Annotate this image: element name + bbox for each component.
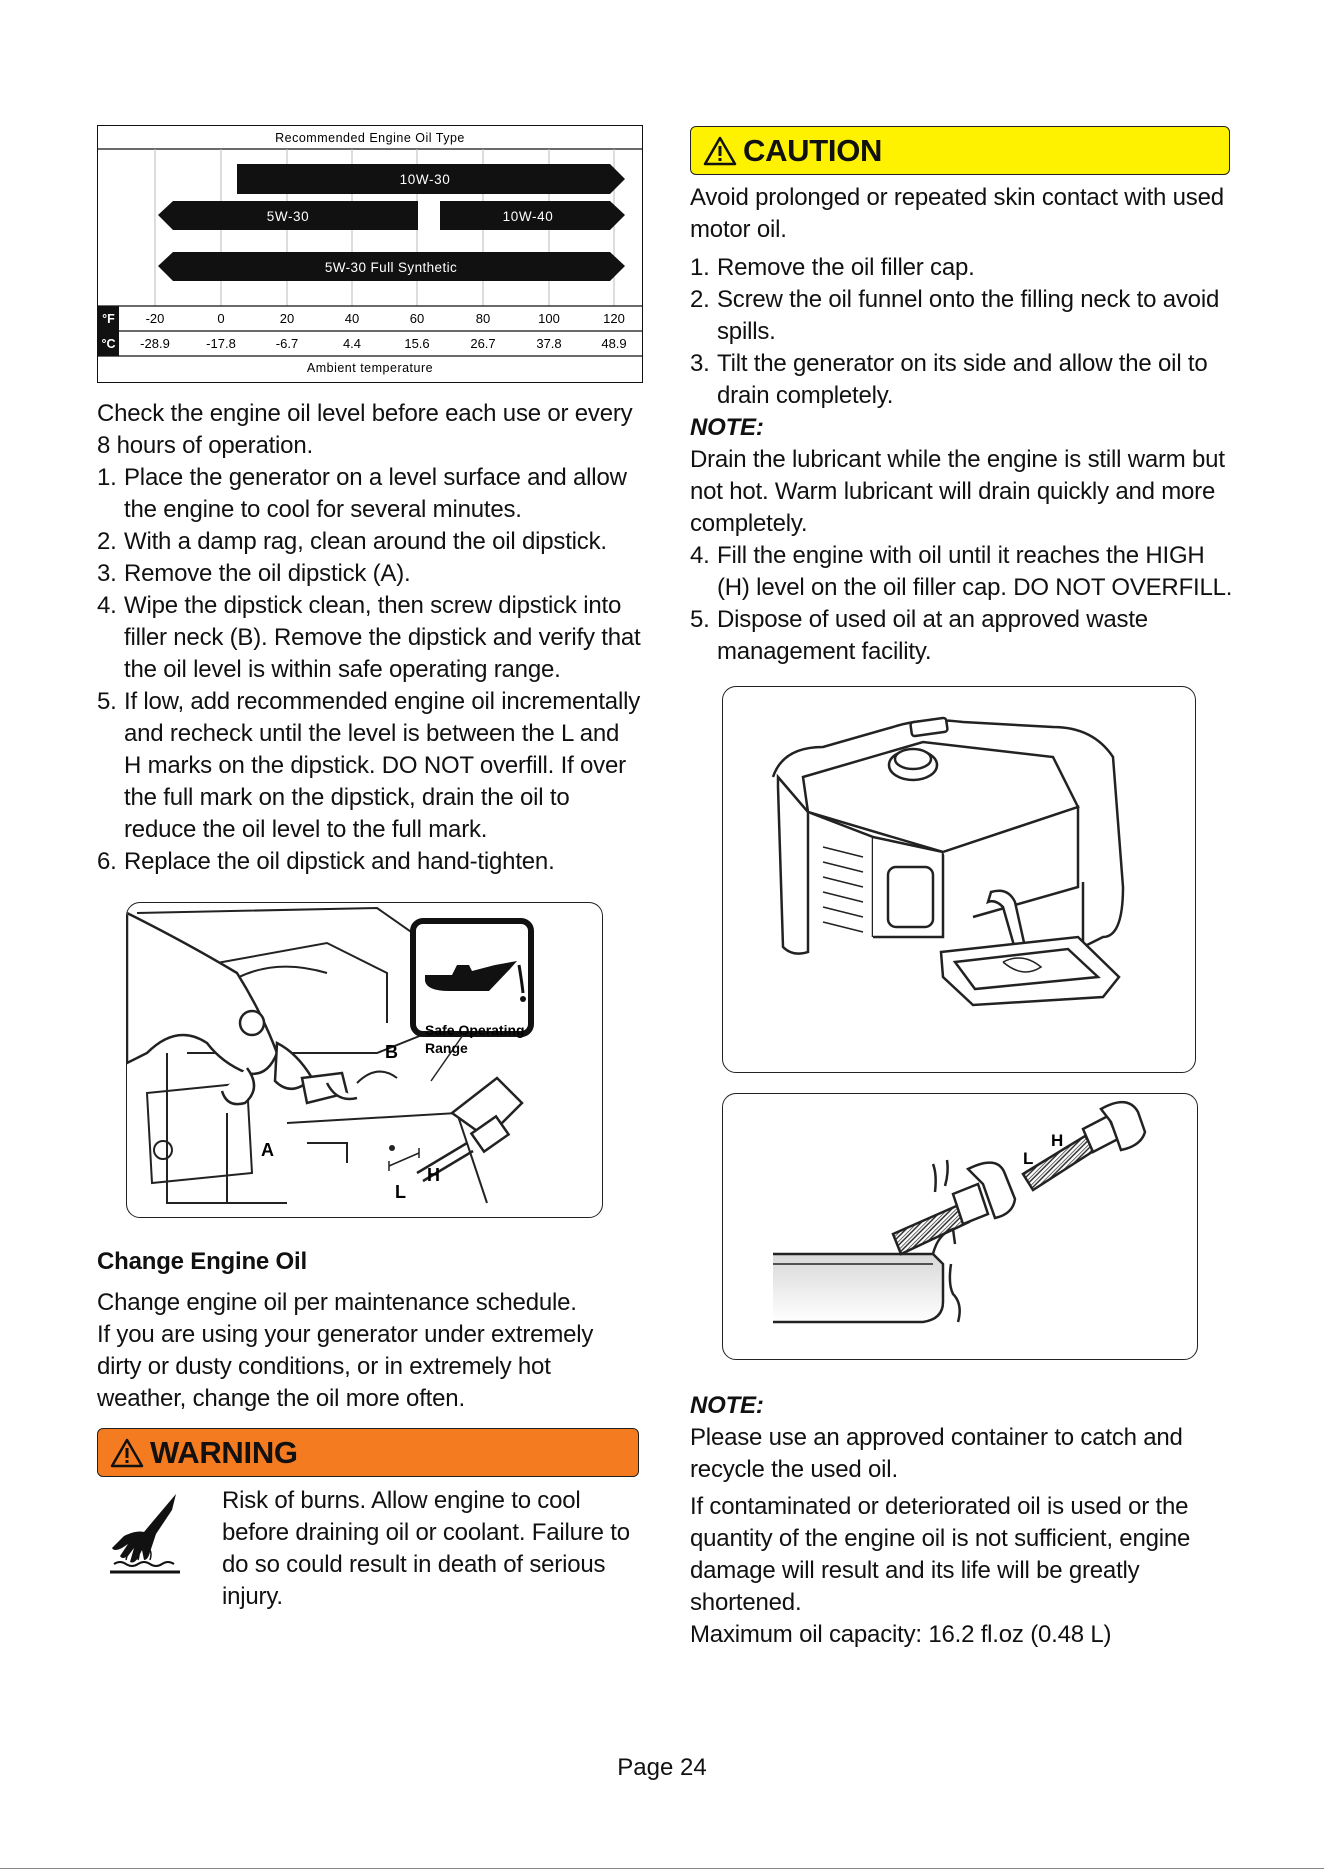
oil-type-chart: [97, 125, 643, 383]
page-number: Page 24: [617, 1754, 707, 1781]
change-paragraph-1: Change engine oil per maintenance schedule.: [97, 1289, 577, 1316]
step-text: Wipe the dipstick clean, then screw dipstick into filler neck (B). Remove the dipstick and verify that the oil level is within safe operating range.: [124, 592, 641, 683]
list-item: [690, 604, 1235, 668]
c-tick: 26.7: [470, 336, 496, 351]
warning-title: WARNING: [150, 1434, 298, 1470]
list-item: [97, 526, 642, 558]
c-tick: 37.8: [536, 336, 562, 351]
c-tick: -28.9: [140, 336, 170, 351]
step-number: 5.: [690, 606, 710, 633]
note-label: NOTE:: [690, 414, 764, 441]
list-item: [690, 540, 1235, 604]
label-h: H: [427, 1165, 440, 1185]
warning-triangle-icon: [110, 1438, 144, 1468]
step-text: Remove the oil filler cap.: [717, 254, 975, 281]
note-text: Drain the lubricant while the engine is still warm but not hot. Warm lubricant will drain quickly and more completely.: [690, 446, 1225, 537]
f-tick: 120: [603, 311, 625, 326]
step-number: 6.: [97, 848, 117, 875]
list-item: [690, 348, 1235, 412]
step-number: 3.: [690, 350, 710, 377]
dipstick-illustration: [126, 902, 603, 1218]
f-tick: 20: [279, 311, 295, 326]
note2-paragraph-2: If contaminated or deteriorated oil is used or the quantity of the engine oil is not sufficient, engine damage will result and its life will be greatly shortened.: [690, 1493, 1191, 1616]
bar-label-10w30: 10W-30: [399, 172, 451, 187]
f-tick: 0: [217, 311, 225, 326]
safe-range-label-line1: Safe Operating: [425, 1022, 525, 1038]
c-tick: -6.7: [275, 336, 299, 351]
step-number: 2.: [97, 528, 117, 555]
max-capacity: Maximum oil capacity: 16.2 fl.oz (0.48 L): [690, 1621, 1112, 1648]
dipstick-drawing: [127, 903, 602, 1217]
caution-triangle-icon: [703, 136, 737, 166]
bar-label-5w30: 5W-30: [266, 209, 310, 224]
celsius-unit: °C: [101, 337, 116, 351]
c-tick: 48.9: [601, 336, 627, 351]
step-text: Dispose of used oil at an approved waste management facility.: [717, 606, 1148, 665]
bar-label-5w30-synthetic: 5W-30 Full Synthetic: [324, 260, 458, 275]
check-steps: [97, 462, 642, 878]
list-item: [97, 590, 642, 686]
page-bottom-rule: [0, 1868, 1324, 1869]
step-text: Tilt the generator on its side and allow the oil to drain completely.: [717, 350, 1208, 409]
note2-label: NOTE:: [690, 1392, 764, 1419]
c-tick: 15.6: [404, 336, 430, 351]
list-item: [690, 284, 1235, 348]
oil-filler-cap-illustration: [722, 1093, 1198, 1360]
generator-drawing: [723, 687, 1195, 1072]
chart-title: Recommended Engine Oil Type: [275, 131, 465, 145]
check-intro: Check the engine oil level before each use or every 8 hours of operation.: [97, 400, 633, 459]
step-text: Fill the engine with oil until it reaches the HIGH (H) level on the oil filler cap. DO NOT OVERFILL.: [717, 542, 1233, 601]
f-tick: 80: [475, 311, 491, 326]
step-number: 5.: [97, 688, 117, 715]
cap-label-l: L: [1023, 1149, 1034, 1168]
step-number: 1.: [690, 254, 710, 281]
note2-section: [690, 1390, 1235, 1651]
step-text: With a damp rag, clean around the oil dipstick.: [124, 528, 607, 555]
drain-steps-b: [690, 540, 1235, 668]
warning-text-block: [222, 1485, 632, 1613]
f-tick: 100: [538, 311, 560, 326]
step-number: 3.: [97, 560, 117, 587]
safe-range-label-line2: Range: [425, 1040, 468, 1056]
label-l: L: [395, 1182, 406, 1202]
generator-drain-illustration: [722, 686, 1196, 1073]
change-oil-section: [97, 1246, 642, 1415]
fahrenheit-unit: °F: [102, 312, 115, 326]
f-tick: 40: [344, 311, 360, 326]
drain-section: [690, 182, 1235, 668]
bar-label-10w40: 10W-40: [502, 209, 554, 224]
step-text: Replace the oil dipstick and hand-tighten.: [124, 848, 555, 875]
note2-paragraph-1: Please use an approved container to catch and recycle the used oil.: [690, 1424, 1183, 1483]
cap-label-h: H: [1051, 1131, 1064, 1150]
list-item: [97, 846, 642, 878]
step-number: 1.: [97, 464, 117, 491]
caution-banner: [690, 126, 1230, 175]
step-number: 4.: [690, 542, 710, 569]
check-oil-section: [97, 398, 642, 878]
hot-surface-hand-icon: [106, 1490, 184, 1578]
step-text: Remove the oil dipstick (A).: [124, 560, 411, 587]
f-tick: -20: [145, 311, 165, 326]
change-paragraph-2: If you are using your generator under extremely dirty or dusty conditions, or in extremely hot weather, change the oil more often.: [97, 1321, 594, 1412]
step-number: 2.: [690, 286, 710, 313]
label-a: A: [261, 1140, 274, 1160]
caution-text: Avoid prolonged or repeated skin contact with used motor oil.: [690, 184, 1224, 243]
list-item: [97, 686, 642, 846]
chart-footer: Ambient temperature: [306, 361, 434, 375]
c-tick: -17.8: [206, 336, 236, 351]
section-heading: Change Engine Oil: [97, 1248, 307, 1275]
warning-banner: [97, 1428, 639, 1477]
drain-steps-a: [690, 252, 1235, 412]
f-tick: 60: [409, 311, 425, 326]
filler-cap-drawing: [723, 1094, 1197, 1359]
step-text: Screw the oil funnel onto the filling neck to avoid spills.: [717, 286, 1220, 345]
step-text: Place the generator on a level surface and allow the engine to cool for several minutes.: [124, 464, 627, 523]
warning-text: Risk of burns. Allow engine to cool before draining oil or coolant. Failure to do so could result in death of serious injury.: [222, 1487, 630, 1610]
step-number: 4.: [97, 592, 117, 619]
list-item: [690, 252, 1235, 284]
step-text: If low, add recommended engine oil incrementally and recheck until the level is between the L and H marks on the dipstick. DO NOT overfill. If over the full mark on the dipstick, drain the oil to reduce the oil level to the full mark.: [124, 688, 641, 843]
caution-title: CAUTION: [743, 132, 883, 168]
label-b: B: [385, 1042, 398, 1062]
list-item: [97, 462, 642, 526]
list-item: [97, 558, 642, 590]
c-tick: 4.4: [342, 336, 362, 351]
oil-chart-graphic: [98, 126, 642, 382]
